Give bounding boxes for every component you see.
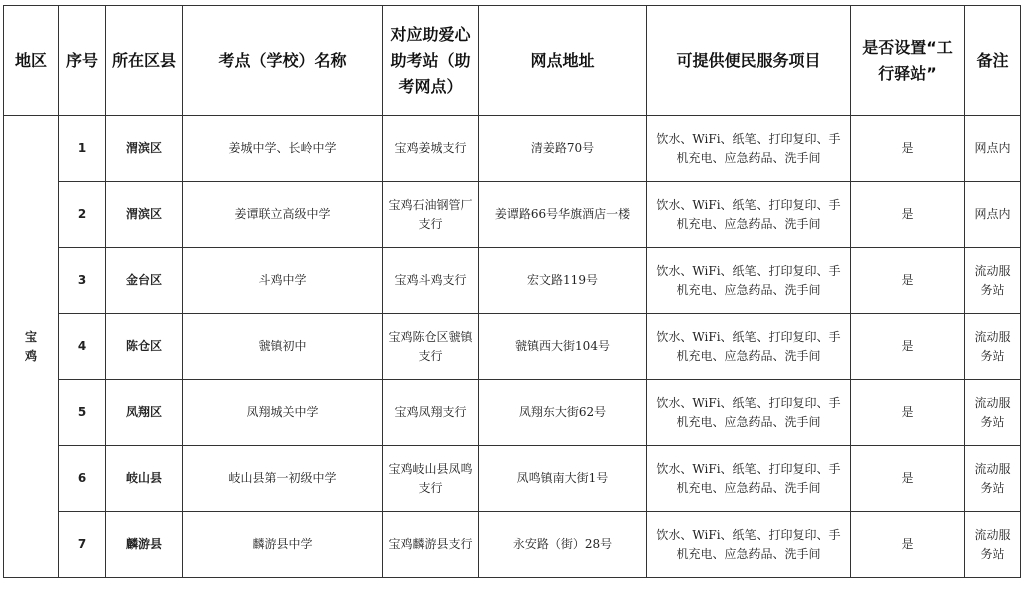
services-cell: 饮水、WiFi、纸笔、打印复印、手机充电、应急药品、洗手间 bbox=[647, 446, 851, 512]
index-cell: 1 bbox=[59, 116, 106, 182]
station-cell: 宝鸡岐山县凤鸣支行 bbox=[383, 446, 479, 512]
header-school: 考点（学校）名称 bbox=[183, 6, 383, 116]
header-district: 所在区县 bbox=[106, 6, 183, 116]
station-cell: 宝鸡斗鸡支行 bbox=[383, 248, 479, 314]
station-cell: 宝鸡麟游县支行 bbox=[383, 512, 479, 578]
school-cell: 姜城中学、长岭中学 bbox=[183, 116, 383, 182]
district-cell: 金台区 bbox=[106, 248, 183, 314]
station-cell: 宝鸡陈仓区虢镇支行 bbox=[383, 314, 479, 380]
index-cell: 2 bbox=[59, 182, 106, 248]
table-row bbox=[4, 182, 1021, 248]
address-cell: 虢镇西大街104号 bbox=[479, 314, 647, 380]
address-cell: 凤翔东大街62号 bbox=[479, 380, 647, 446]
remark-cell: 网点内 bbox=[965, 116, 1021, 182]
station-cell: 宝鸡石油钢管厂支行 bbox=[383, 182, 479, 248]
station-cell: 宝鸡凤翔支行 bbox=[383, 380, 479, 446]
district-cell: 凤翔区 bbox=[106, 380, 183, 446]
services-cell: 饮水、WiFi、纸笔、打印复印、手机充电、应急药品、洗手间 bbox=[647, 248, 851, 314]
setup-cell: 是 bbox=[851, 116, 965, 182]
school-cell: 姜谭联立高级中学 bbox=[183, 182, 383, 248]
address-cell: 清姜路70号 bbox=[479, 116, 647, 182]
setup-cell: 是 bbox=[851, 512, 965, 578]
index-cell: 4 bbox=[59, 314, 106, 380]
setup-cell: 是 bbox=[851, 248, 965, 314]
address-cell: 凤鸣镇南大街1号 bbox=[479, 446, 647, 512]
header-services: 可提供便民服务项目 bbox=[647, 6, 851, 116]
index-cell: 6 bbox=[59, 446, 106, 512]
table-row bbox=[4, 512, 1021, 578]
station-cell: 宝鸡姜城支行 bbox=[383, 116, 479, 182]
remark-cell: 流动服务站 bbox=[965, 446, 1021, 512]
school-cell: 岐山县第一初级中学 bbox=[183, 446, 383, 512]
service-station-table bbox=[3, 5, 1021, 578]
header-row bbox=[4, 6, 1021, 116]
district-cell: 麟游县 bbox=[106, 512, 183, 578]
remark-cell: 网点内 bbox=[965, 182, 1021, 248]
setup-cell: 是 bbox=[851, 446, 965, 512]
remark-cell: 流动服务站 bbox=[965, 512, 1021, 578]
table-row bbox=[4, 314, 1021, 380]
district-cell: 渭滨区 bbox=[106, 116, 183, 182]
table-row bbox=[4, 248, 1021, 314]
index-cell: 3 bbox=[59, 248, 106, 314]
setup-cell: 是 bbox=[851, 380, 965, 446]
index-cell: 7 bbox=[59, 512, 106, 578]
address-cell: 姜谭路66号华旗酒店一楼 bbox=[479, 182, 647, 248]
header-region: 地区 bbox=[4, 6, 59, 116]
district-cell: 陈仓区 bbox=[106, 314, 183, 380]
school-cell: 斗鸡中学 bbox=[183, 248, 383, 314]
address-cell: 宏文路119号 bbox=[479, 248, 647, 314]
header-address: 网点地址 bbox=[479, 6, 647, 116]
services-cell: 饮水、WiFi、纸笔、打印复印、手机充电、应急药品、洗手间 bbox=[647, 512, 851, 578]
address-cell: 永安路（街）28号 bbox=[479, 512, 647, 578]
school-cell: 麟游县中学 bbox=[183, 512, 383, 578]
header-station: 对应助爱心助考站（助考网点） bbox=[383, 6, 479, 116]
table-row bbox=[4, 380, 1021, 446]
setup-cell: 是 bbox=[851, 314, 965, 380]
header-setup: 是否设置“工行驿站” bbox=[851, 6, 965, 116]
remark-cell: 流动服务站 bbox=[965, 248, 1021, 314]
district-cell: 岐山县 bbox=[106, 446, 183, 512]
setup-cell: 是 bbox=[851, 182, 965, 248]
district-cell: 渭滨区 bbox=[106, 182, 183, 248]
region-cell bbox=[4, 116, 59, 578]
table-row bbox=[4, 446, 1021, 512]
services-cell: 饮水、WiFi、纸笔、打印复印、手机充电、应急药品、洗手间 bbox=[647, 116, 851, 182]
school-cell: 凤翔城关中学 bbox=[183, 380, 383, 446]
remark-cell: 流动服务站 bbox=[965, 380, 1021, 446]
header-remark: 备注 bbox=[965, 6, 1021, 116]
index-cell: 5 bbox=[59, 380, 106, 446]
school-cell: 虢镇初中 bbox=[183, 314, 383, 380]
services-cell: 饮水、WiFi、纸笔、打印复印、手机充电、应急药品、洗手间 bbox=[647, 380, 851, 446]
remark-cell: 流动服务站 bbox=[965, 314, 1021, 380]
services-cell: 饮水、WiFi、纸笔、打印复印、手机充电、应急药品、洗手间 bbox=[647, 314, 851, 380]
services-cell: 饮水、WiFi、纸笔、打印复印、手机充电、应急药品、洗手间 bbox=[647, 182, 851, 248]
table-row bbox=[4, 116, 1021, 182]
header-index: 序号 bbox=[59, 6, 106, 116]
region-label: 宝鸡 bbox=[25, 329, 38, 363]
